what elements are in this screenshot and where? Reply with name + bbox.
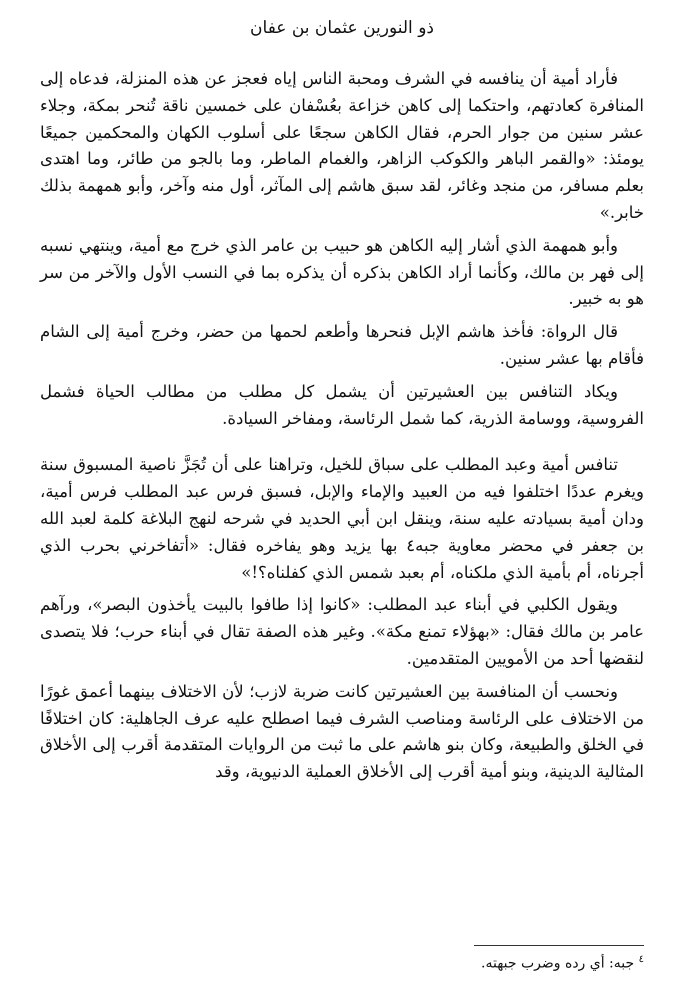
footnote-number: ٤ xyxy=(638,954,644,965)
paragraph: وأبو همهمة الذي أشار إليه الكاهن هو حبيب بن عامر الذي خرج مع أمية، وينتهي نسبه إلى فهر بن مالك، وكأنما أراد الكاهن بذكره أن يذكره بما في النسب الأول والآخر من سر هو به خبير. xyxy=(40,235,644,309)
paragraph: فأراد أمية أن ينافسه في الشرف ومحبة الناس إياه فعجز عن هذه المنزلة، فدعاه إلى المنافرة كعادتهم، واحتكما إلى كاهن خزاعة بعُسْفان على خمسين ناقة تُنحر بمكة، وجلاء عشر سنين من جوار الحرم، فقال الكاهن سجعًا على أسلوب الكهان والمحكمين جميعًا يومئذ: «والقمر الباهر والكوكب الزاهر، والغمام الماطر، وما بالجو من طائر، وما اهتدى بعلم مسافر، من منجد وغائر، لقد سبق هاشم إلى المآثر، أول منه وآخر، وأبو همهمة بذلك خابر.» xyxy=(40,69,644,222)
paragraph: ويكاد التنافس بين العشيرتين أن يشمل كل مطلب من مطالب الحياة فشمل الفروسية، ووسامة الذرية، كما شمل الرئاسة، ومفاخر السيادة. xyxy=(40,381,644,428)
body-text xyxy=(40,66,644,792)
paragraph: تنافس أمية وعبد المطلب على سباق للخيل، وتراهنا على أن تُجَزَّ ناصية المسبوق سنة ويغرم عددًا اختلفوا فيه من العبيد والإماء والإبل، فسبق فرس عبد المطلب فرس أمية، ودان أمية بسيادته عليه سنة، وينقل ابن أبي الحديد في شرحه لنهج البلاغة كلمة لعبد الله بن جعفر في محضر معاوية جبه٤ بها يزيد وهو يفاخره فقال: «أتفاخرني بحرب الذي أجرناه، أم بأمية الذي ملكناه، أم بعبد شمس الذي كفلناه؟!» xyxy=(40,455,644,582)
paragraph: ونحسب أن المنافسة بين العشيرتين كانت ضربة لازب؛ لأن الاختلاف بينهما أعمق غورًا من الاختلاف على الرئاسة ومناصب الشرف فيما اصطلح عليه عرف الجاهلية: كان اختلافًا في الخلق والطبيعة، وكان بنو هاشم على ما ثبت من الروايات المتقدمة أقرب إلى الأخلاق المثالية الدينية، وبنو أمية أقرب إلى الأخلاق العملية الدنيوية، وقد xyxy=(40,681,644,782)
footnote-divider xyxy=(474,945,644,946)
running-header: ذو النورين عثمان بن عفان xyxy=(250,18,434,38)
paragraph: قال الرواة: فأخذ هاشم الإبل فنحرها وأطعم لحمها من حضر، وخرج أمية إلى الشام فأقام بها عشر سنين. xyxy=(40,322,644,368)
paragraph: ويقول الكلبي في أبناء عبد المطلب: «كانوا إذا طافوا بالبيت يأخذون البصر»، ورآهم عامر بن مالك فقال: «بهؤلاء تمنع مكة». وغير هذه الصفة تقال في أبناء حرب؛ فلا يتصدى لنقضها أحد من الأمويين المتقدمين. xyxy=(40,595,644,668)
footnote-text: جبه: أي رده وضرب جبهته. xyxy=(481,955,635,972)
footnote xyxy=(40,954,644,972)
